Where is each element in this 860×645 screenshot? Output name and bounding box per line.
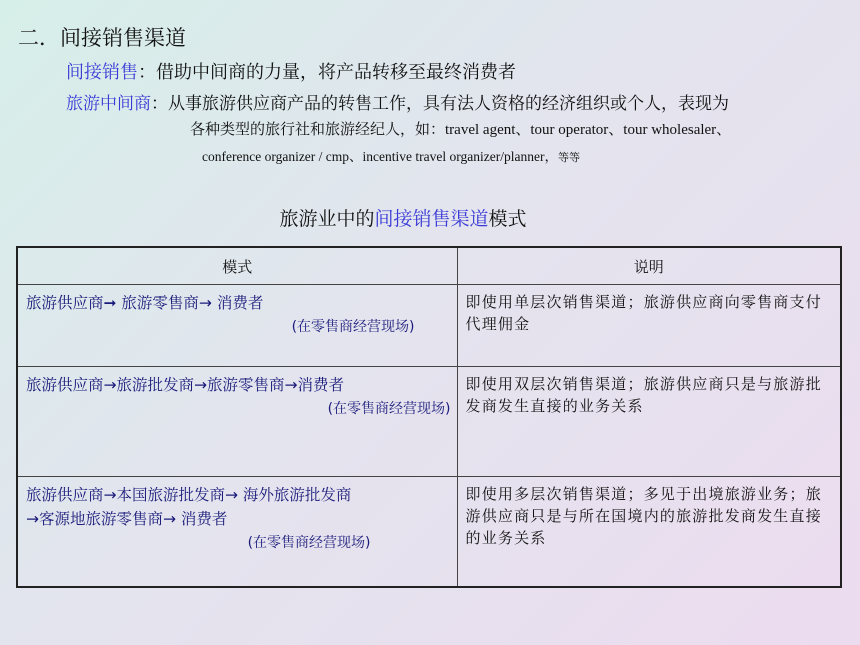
mode-line: →客源地旅游零售商→ 消费者 xyxy=(26,510,228,528)
header-mode: 模式 xyxy=(17,247,457,285)
indirect-sales-definition xyxy=(66,58,516,84)
intermediary-definition-line-2 xyxy=(190,118,731,139)
header-description: 说明 xyxy=(457,247,841,285)
section-heading: 二．间接销售渠道 xyxy=(18,26,186,50)
table-row xyxy=(17,367,841,477)
description-cell: 即使用多层次销售渠道；多见于出境旅游业务；旅游供应商只是与所在国境内的旅游批发商发生直接的业务关系 xyxy=(457,477,841,587)
intermediary-text-3-tail: 等等 xyxy=(557,151,580,164)
table-title xyxy=(0,204,806,231)
table-header-row xyxy=(17,247,841,285)
intermediary-text-3-en: conference organizer / cmp、incentive travel organizer/planner， xyxy=(202,149,558,164)
mode-note: (在零售商经营现场) xyxy=(327,401,451,417)
mode-note: (在零售商经营现场) xyxy=(291,319,415,335)
mode-cell xyxy=(17,367,457,477)
table-row xyxy=(17,477,841,587)
mode-cell xyxy=(17,285,457,367)
description-cell: 即使用单层次销售渠道；旅游供应商向零售商支付代理佣金 xyxy=(457,285,841,367)
channel-modes-table xyxy=(16,246,842,588)
intermediary-text-1: ：从事旅游供应商产品的转售工作，具有法人资格的经济组织或个人，表现为 xyxy=(151,94,729,114)
table-row xyxy=(17,285,841,367)
description-cell: 即使用双层次销售渠道；旅游供应商只是与旅游批发商发生直接的业务关系 xyxy=(457,367,841,477)
mode-cell xyxy=(17,477,457,587)
table-title-highlight: 间接销售渠道 xyxy=(374,208,489,230)
indirect-sales-text: ：借助中间商的力量，将产品转移至最终消费者 xyxy=(138,62,516,83)
mode-line: 旅游供应商➞ 旅游零售商→ 消费者 xyxy=(26,294,264,312)
intermediary-term: 旅游中间商 xyxy=(66,94,151,114)
intermediary-definition-line-3 xyxy=(202,145,580,165)
mode-line: 旅游供应商→旅游批发商→旅游零售商→消费者 xyxy=(26,376,344,394)
intermediary-definition xyxy=(66,89,729,114)
table-title-prefix: 旅游业中的 xyxy=(279,208,375,230)
mode-line: 旅游供应商→本国旅游批发商→ 海外旅游批发商 xyxy=(26,486,352,504)
table-title-suffix: 模式 xyxy=(488,208,527,230)
mode-note: (在零售商经营现场) xyxy=(247,535,371,551)
indirect-sales-term: 间接销售 xyxy=(66,62,138,83)
intermediary-text-2-en: travel agent、tour operator、tour wholesaler、 xyxy=(445,122,732,138)
intermediary-text-2-cn: 各种类型的旅行社和旅游经纪人，如： xyxy=(190,120,446,138)
